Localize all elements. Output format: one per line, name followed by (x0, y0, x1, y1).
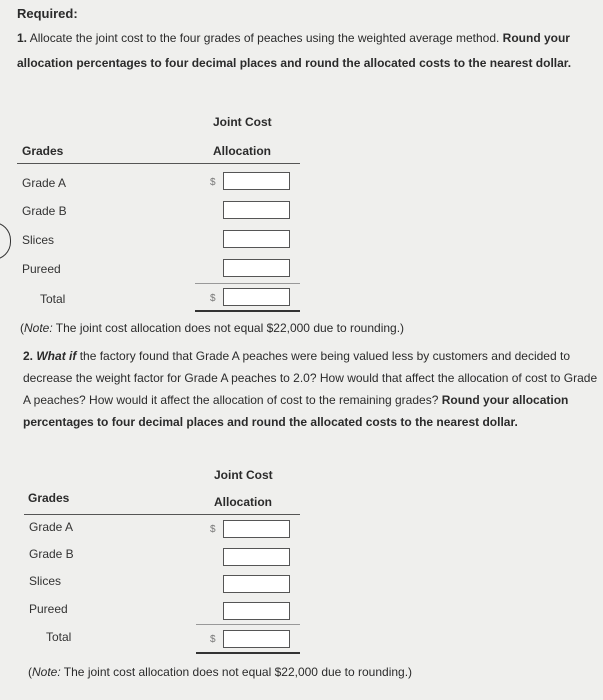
grade-b-allocation-input[interactable] (223, 201, 290, 219)
total-allocation-input[interactable] (223, 288, 290, 306)
joint-cost-header-line1: Joint Cost (214, 468, 273, 482)
slices-allocation-input[interactable] (223, 575, 290, 593)
currency-symbol: $ (210, 293, 216, 304)
joint-cost-header-line2: Allocation (214, 495, 273, 509)
total-double-underline (196, 652, 300, 654)
total-label: Total (40, 292, 66, 306)
row-label-pureed: Pureed (22, 262, 61, 276)
question-1-text: 1. Allocate the joint cost to the four grades of peaches using the weighted average method. Round your allocation percentages to four decimal places and round the allocated costs to the nearest dollar. (17, 31, 572, 70)
total-allocation-input[interactable] (223, 630, 290, 648)
row-label-grade-a: Grade A (29, 520, 74, 534)
currency-symbol: $ (210, 634, 216, 645)
grade-a-allocation-input[interactable] (223, 520, 290, 538)
row-label-slices: Slices (22, 233, 55, 247)
required-heading: Required: (17, 6, 78, 21)
note-2: (Note: The joint cost allocation does not equal $22,000 due to rounding.) (28, 665, 413, 679)
currency-symbol: $ (210, 524, 216, 535)
total-double-underline (195, 310, 300, 312)
row-label-grade-b: Grade B (29, 547, 74, 561)
grade-b-allocation-input[interactable] (223, 548, 290, 566)
subtotal-divider (196, 624, 300, 625)
row-label-pureed: Pureed (29, 602, 68, 616)
grades-header: Grades (22, 144, 64, 158)
row-label-grade-b: Grade B (22, 204, 67, 218)
header-divider (17, 163, 300, 164)
joint-cost-header-line1: Joint Cost (213, 115, 272, 129)
row-label-slices: Slices (29, 574, 62, 588)
joint-cost-header-line2: Allocation (213, 144, 272, 158)
note-1: (Note: The joint cost allocation does not equal $22,000 due to rounding.) (20, 321, 405, 335)
header-divider (24, 514, 300, 515)
grade-a-allocation-input[interactable] (223, 172, 290, 190)
row-label-grade-a: Grade A (22, 176, 67, 190)
pureed-allocation-input[interactable] (223, 259, 290, 277)
question-2-text: 2. What if the factory found that Grade A peaches were being valued less by customers and decided to decrease the weight factor for Grade A peaches to 2.0? How would that affect the allocation of cost to Grade A peaches? How would it affect the allocation of cost to the remaining grades? Round your allocation percentages to four decimal places and round the allocated costs to the nearest dollar. (23, 349, 598, 429)
pureed-allocation-input[interactable] (223, 602, 290, 620)
total-label: Total (46, 630, 72, 644)
page-edge-curl (0, 222, 11, 260)
grades-header: Grades (28, 491, 70, 505)
slices-allocation-input[interactable] (223, 230, 290, 248)
subtotal-divider (195, 283, 300, 284)
currency-symbol: $ (210, 177, 216, 188)
